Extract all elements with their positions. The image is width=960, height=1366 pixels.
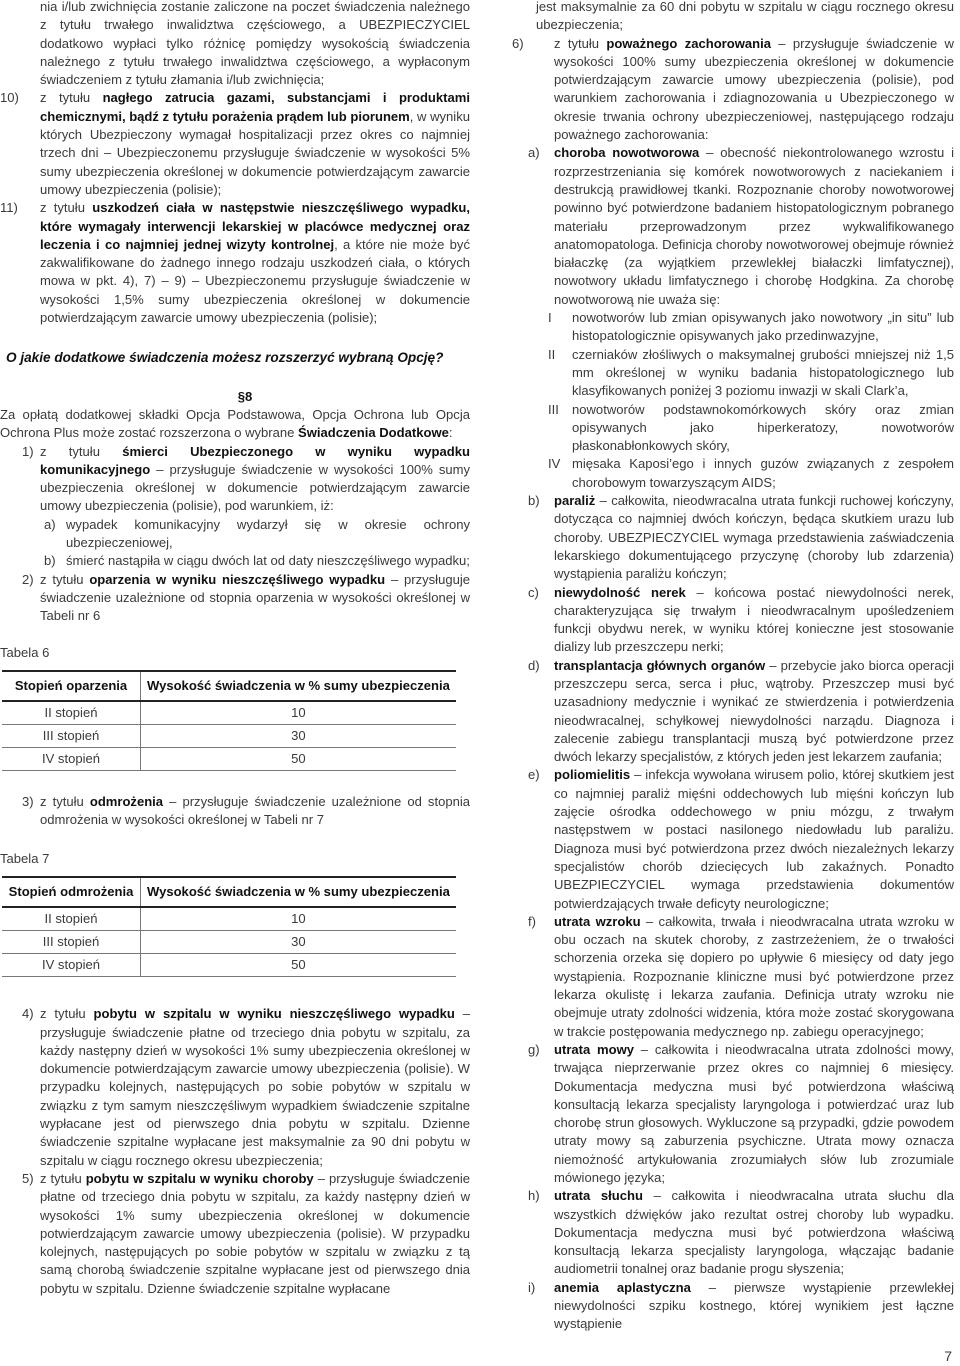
list-item-10: 10) z tytułu nagłego zatrucia gazami, substancjami i produktami chemicznymi, bądź z tytułu porażenia prądem lub piorunem, w wyniku których Ubezpieczony wymagał hospitalizacji przez okres co najmniej trzech dni – Ubezpieczonemu przysługuje świadczenie w wysokości 5% sumy ubezpieczenia określonej w dokumencie potwierdzającym zawarcie umowy ubezpieczenia (polisie); — [0, 90, 470, 197]
table-header: Wysokość świadczenia w % sumy ubezpieczenia — [141, 671, 456, 701]
list-subitem-e: e) poliomielitis – infekcja wywołana wirusem polio, której skutkiem jest co najmniej paraliż mięśni oddechowych lub mięśni kończyn lub zajęcie ośrodka oddechowego w pniu mózgu, z trwałym następstwem w postaci nasilonego niedowładu lub paraliżu. Diagnoza musi być potwierdzona przez dwóch niezależnych lekarzy specjalistów chorób dziecięcych lub zakaźnych. Ponadto UBEZPIECZYCIEL wymaga przedstawienia dokumentów potwierdzających trwałe deficyty neurologiczne; — [528, 767, 954, 911]
table-7 — [2, 876, 456, 977]
list-subitem-g: g) utrata mowy – całkowita i nieodwracalna utrata zdolności mowy, trwająca nieprzerwanie przez okres co najmniej 6 miesięcy. Dokumentacja medyczna musi być potwierdzona właściwą konsultacją lekarza specjalisty laryngologa i potwierdzać uraz lub chorobę strun głosowych. Wykluczone są przypadki, gdzie powodem utraty mowy są zaburzenia psychiczne. Utrata mowy oznacza niemożność artykułowania zrozumiałych słów lub zrozumiale mówionego języka; — [528, 1041, 954, 1185]
left-column — [0, 0, 470, 1298]
intro-paragraph: nia i/lub zwichnięcia zostanie zaliczone na poczet świadczenia należnego z tytułu trwałego inwalidztwa częściowego, a UBEZPIECZYCIEL dodatkowo wypłaci tylko różnicę pomiędzy wysokością świadczenia należnego z tytułu trwałego inwalidztwa częściowego, a wypłaconym świadczeniem z tytułu złamania i/lub zwichnięcia; — [40, 0, 470, 88]
list-subitem-f: f) utrata wzroku – całkowita, trwała i nieodwracalna utrata wzroku w obu oczach na skutek choroby, z zastrzeżeniem, że o trwałości schorzenia orzeka się dopiero po upływie 6 miesięcy od daty jego wystąpienia. Rozpoznanie kliniczne musi być potwierdzone przez lekarza okulistę i lekarza zaufania. Definicja utraty wzroku nie obejmuje utraty zdolności widzenia, która może zostać skorygowana w trakcie postępowania medycznego np. zabiegu operacyjnego; — [528, 913, 954, 1039]
item-number: 5) — [22, 1170, 34, 1186]
table-row: II stopień 10 — [2, 701, 456, 725]
item-number: 11) — [0, 200, 18, 216]
roman-item-4: IV mięsaka Kaposi’ego i innych guzów związanych z zespołem chorobowym towarzyszącym AIDS; — [548, 456, 954, 490]
item-number: 1) — [22, 443, 34, 459]
roman-item-3: III nowotworów podstawnokomórkowych skóry oraz zmian opisywanych jako hiperkeratozy, nowotworów płaskonabłonkowych skóry, — [548, 401, 954, 454]
continued-paragraph: jest maksymalnie za 60 dni pobytu w szpitalu w ciągu rocznego okresu ubezpieczenia; — [536, 0, 954, 33]
item-number: 2) — [22, 571, 34, 587]
list-item-4: 4) z tytułu pobytu w szpitalu w wyniku nieszczęśliwego wypadku – przysługuje świadczenie płatne od trzeciego dnia pobytu w szpitalu, za każdy następny dzień w wysokości 1% sumy ubezpieczenia określonej w dokumencie potwierdzającym zawarcie umowy ubezpieczenia (polisie). W przypadku kolejnych, następujących po sobie pobytów w szpitalu w związku z tym samym nieszczęśliwym wypadkiem świadczenie szpitalne wypłacane jest od pierwszego dnia pobytu w szpitalu. Dzienne świadczenie szpitalne wypłacane jest maksymalnie za 90 dni pobytu w szpitalu w ciągu rocznego okresu ubezpieczenia; — [22, 1006, 470, 1168]
roman-item-1: I nowotworów lub zmian opisywanych jako nowotwory „in situ” lub histopatologicznie opisywanych jako przedinwazyjne, — [548, 310, 954, 344]
item-number: 10) — [0, 90, 19, 106]
table-6 — [2, 670, 456, 771]
item-number: 6) — [512, 35, 524, 51]
list-subitem-d: d) transplantacja głównych organów – przebycie jako biorca operacji przeszczepu serca, serca i płuc, wątroby. Przeszczep musi być uzasadniony medycznie i wynikać ze stwierdzenia i potwierdzenia nieodwracalnej, schyłkowej niewydolności narządu. Diagnoza i zalecenie zabiegu transplantacji muszą być potwierdzone przez dwóch lekarzy specjalistów, z których jeden jest lekarzem zaufania; — [528, 657, 954, 765]
table-6-caption: Tabela 6 — [0, 644, 50, 660]
table-header: Stopień odmrożenia — [2, 877, 141, 907]
list-item-5: 5) z tytułu pobytu w szpitalu w wyniku choroby – przysługuje świadczenie płatne od trzeciego dnia pobytu w szpitalu, za każdy następny dzień w wysokości 1% sumy ubezpieczenia określonej w dokumencie potwierdzającym zawarcie umowy ubezpieczenia (polisie). W przypadku kolejnych, następujących po sobie pobytów w szpitalu w związku z tą samą chorobą świadczenie szpitalne wypłacane jest od pierwszego dnia pobytu w szpitalu. Dzienne świadczenie szpitalne wypłacane — [22, 1170, 470, 1296]
section-8-intro: Za opłatą dodatkowej składki Opcja Podstawowa, Opcja Ochrona lub Opcja Ochrona Plus może zostać rozszerzona o wybrane Świadczenia Dodatkowe: — [0, 406, 470, 441]
list-subitem-c: c) niewydolność nerek – końcowa postać niewydolności nerek, charakteryzująca się trwałym i nieodwracalnym upośledzeniem funkcji obydwu nerek, w wyniku której konieczne jest stosowanie dializy lub przeszczepu nerki; — [528, 584, 954, 655]
table-row: IV stopień 50 — [2, 748, 456, 771]
table-7-caption: Tabela 7 — [0, 850, 50, 866]
list-item-11: 11) z tytułu uszkodzeń ciała w następstwie nieszczęśliwego wypadku, które wymagały interwencji lekarskiej w placówce medycznej oraz leczenia i co najmniej jednej wizyty kontrolnej, a które nie może być zakwalifikowane do żadnego innego rodzaju uszkodzeń ciała, o których mowa w pkt. 4), 7) – 9) – Ubezpieczonemu przysługuje świadczenie w wysokości 1,5% sumy ubezpieczenia określonej w dokumencie potwierdzającym zawarcie umowy ubezpieczenia (polisie); — [0, 200, 470, 326]
table-header: Wysokość świadczenia w % sumy ubezpieczenia — [141, 877, 456, 907]
list-subitem-a: a) choroba nowotworowa – obecność niekontrolowanego wzrostu i rozprzestrzeniania się komórek nowotworowych z naciekaniem i destrukcją prawidłowej tkanki. Rozpoznanie choroby nowotworowej powinno być potwierdzone badaniem histopatologicznym pobranego materiału przeprowadzonym przez wykwalifikowanego anatomopatologa. Definicja choroby nowotworowej obejmuje również białaczkę (za wyjątkiem przewlekłej białaczki limfatycznej), nowotwory układu limfatycznego i chorobę Hodgkina. Za chorobę nowotworową nie uważa się: — [528, 145, 954, 307]
table-row: III stopień 30 — [2, 931, 456, 954]
list-subitem-i: i) anemia aplastyczna – pierwsze wystąpienie przewlekłej niewydolności szpiku kostnego, której wynikiem jest łączne wystąpienie — [528, 1279, 954, 1332]
list-item-1: 1) z tytułu śmierci Ubezpieczonego w wyniku wypadku komunikacyjnego – przysługuje świadczenie w wysokości 100% sumy ubezpieczenia określonej w dokumencie potwierdzającym zawarcie umowy ubezpieczenia (polisie), pod warunkiem, iż: — [22, 443, 470, 514]
list-item-6: 6) z tytułu poważnego zachorowania – przysługuje świadczenie w wysokości 100% sumy ubezpieczenia określonej w dokumencie potwierdzającym zawarcie umowy ubezpieczenia (polisie), pod warunkiem zachorowania i zdiagnozowania u Ubezpieczonego w okresie trwania ochrony ubezpieczeniowej, następującego rodzaju poważnego zachorowania: — [512, 35, 954, 143]
list-subitem-1b: b) śmierć nastąpiła w ciągu dwóch lat od daty nieszczęśliwego wypadku; — [44, 553, 470, 569]
list-subitem-b: b) paraliż – całkowita, nieodwracalna utrata funkcji ruchowej kończyny, dotycząca co najmniej dwóch kończyn, będąca skutkiem urazu lub choroby. UBEZPIECZYCIEL wymaga przedstawienia zaświadczenia lekarskiego dokumentującego przyczynę (choroby lub zdarzenia) wystąpienia paraliżu kończyn; — [528, 493, 954, 582]
table-row: II stopień 10 — [2, 907, 456, 931]
item-number: 4) — [22, 1006, 34, 1022]
item-number: 3) — [22, 794, 34, 810]
section-number: §8 — [237, 388, 253, 404]
table-header: Stopień oparzenia — [2, 671, 141, 701]
roman-item-2: II czerniaków złośliwych o maksymalnej grubości mniejszej niż 1,5 mm określonej w wyniku badania histopatologicznego lub klasyfikowanych poniżej 3 poziomu inwazji w skali Clark’a, — [548, 346, 954, 399]
table-row: III stopień 30 — [2, 725, 456, 748]
list-subitem-1a: a) wypadek komunikacyjny wydarzył się w okresie ochrony ubezpieczeniowej, — [44, 516, 470, 551]
list-item-2: 2) z tytułu oparzenia w wyniku nieszczęśliwego wypadku – przysługuje świadczenie uzależnione od stopnia oparzenia w wysokości określonej w Tabeli nr 6 — [22, 571, 470, 624]
right-column — [506, 0, 954, 1334]
table-row: IV stopień 50 — [2, 954, 456, 977]
page-number: 7 — [944, 1348, 952, 1364]
list-item-3: 3) z tytułu odmrożenia – przysługuje świadczenie uzależnione od stopnia odmrożenia w wysokości określonej w Tabeli nr 7 — [22, 794, 470, 828]
list-subitem-h: h) utrata słuchu – całkowita i nieodwracalna utrata słuchu dla wszystkich dźwięków jako rezultat ostrej choroby lub wypadku. Dokumentacja medyczna musi być potwierdzona właściwą konsultacją lekarza specjalisty laryngologa, włączając badanie audiometrii tonalnej oraz badanie progu słyszenia; — [528, 1188, 954, 1277]
section-question-heading: O jakie dodatkowe świadczenia możesz rozszerzyć wybraną Opcję? — [6, 350, 444, 366]
